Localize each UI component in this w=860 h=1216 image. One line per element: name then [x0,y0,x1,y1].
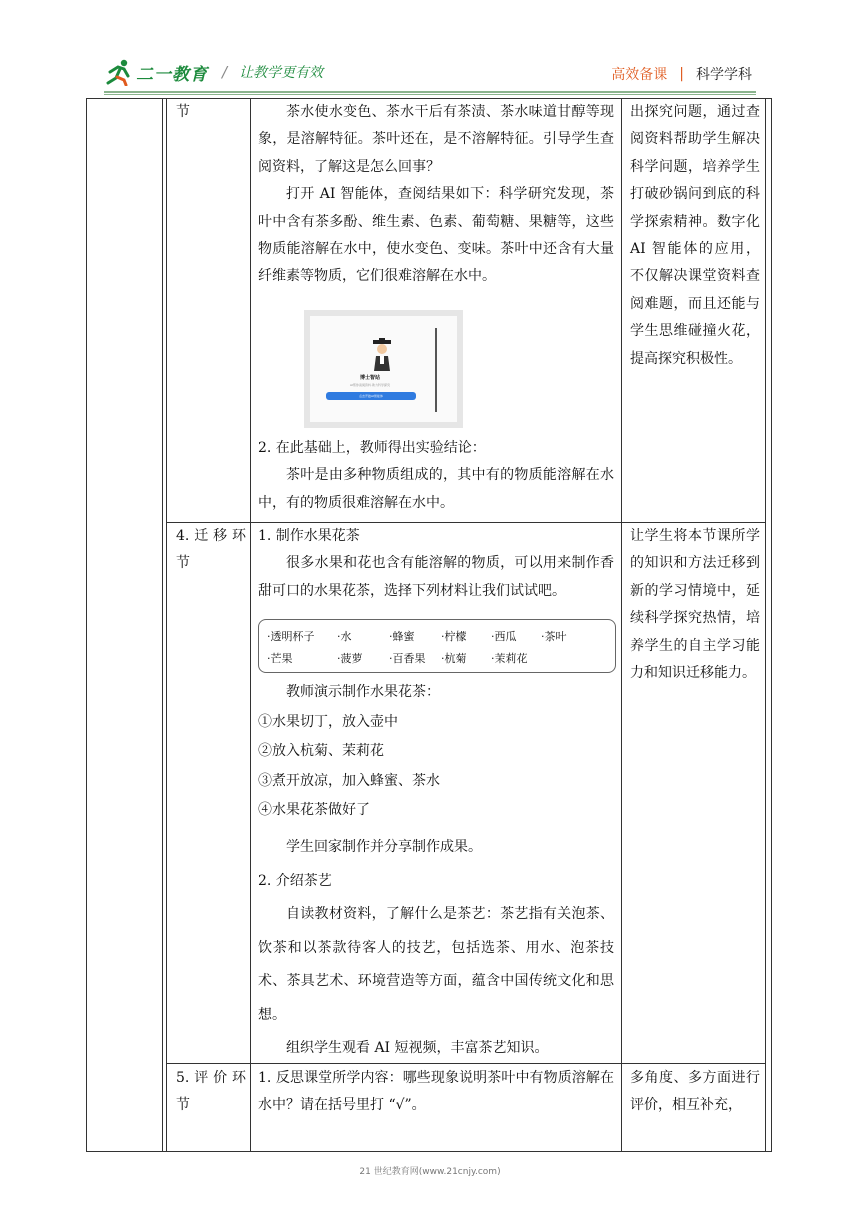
stage-cell-1 [176,99,246,126]
ai-agent-screenshot [304,310,463,428]
ai-video-text: 组织学生观看 AI 短视频，丰富茶艺知识。 [286,1040,549,1056]
materials-box [258,619,616,673]
image-scrollbar[interactable] [435,328,437,412]
stage-label: 4.迁移环 [176,528,246,544]
material-item: ·水 [337,630,352,643]
brand-name: 二一教育 [136,64,208,85]
tea-art-text: 自读教材资料，了解什么是茶艺：茶艺指有关泡茶、饮茶和以茶款待客人的技艺，包括选茶、用水、泡茶技术、茶具艺术、环境营造等方面，蕴含中国传统文化和思想。 [258,906,614,1023]
stage-label-cont: 节 [176,1097,190,1114]
design-cell-2 [630,523,760,687]
material-item: ·杭菊 [441,652,467,665]
header-divider [104,91,756,93]
design-intent-1: 出探究问题，通过查阅资料帮助学生解决科学问题，培养学生打破砂锅问到底的科学探索精神。数字化 AI 智能体的应用，不仅解决课堂资料查阅难题，而且还能与学生思维碰撞火花，提高探究积极性。 [630,104,760,367]
tea-art-block [258,831,614,1066]
demo-block [258,678,614,826]
image-subtitle: AI帮你查阅资料·助力科学探究 [350,383,390,387]
header-right [611,64,752,84]
start-ai-button[interactable]: 点击开始AI智能体 [326,392,416,400]
material-item: ·西瓜 [491,630,517,643]
table-col-line [250,98,251,1152]
step-4: ④水果花茶做好了 [258,802,370,818]
table-border-right [771,98,772,1152]
site-logo[interactable] [104,56,323,88]
stage-cell-2 [176,523,246,578]
material-item: ·茶叶 [541,630,567,643]
design-cell-1 [630,99,760,373]
design-cell-3 [630,1065,760,1120]
fruit-tea-intro: 很多水果和花也含有能溶解的物质，可以用来制作香甜可口的水果花茶，选择下列材料让我们试试吧。 [258,555,614,599]
stage-cell-3 [176,1065,246,1120]
page-footer: 21 世纪教育网(www.21cnjy.com) [359,1167,501,1177]
header-slash: / [222,63,228,81]
material-item: ·蜂蜜 [389,630,415,643]
image-title: 博士智站 [359,375,380,381]
paragraph-phenomena: 茶水使水变色、茶水干后有茶渍、茶水味道甘醇等现象，是溶解特征。茶叶还在，是不溶解特征。引导学生查阅资料，了解这是怎么回事？ [258,104,614,175]
stage-label: 5.评价环 [176,1070,246,1086]
stage-label-cont: 节 [176,555,190,572]
step-1: ①水果切丁，放入壶中 [258,713,398,730]
doctor-avatar-icon [370,338,394,372]
table-border-left [86,98,87,1152]
content-cell-2 [258,523,614,605]
content-cell-1 [258,99,614,291]
material-item: ·透明杯子 [267,630,315,643]
material-item: ·百香果 [389,652,426,665]
reflection-question: 1. 反思课堂所学内容：哪些现象说明茶叶中有物质溶解在水中？请在括号里打 “√”。 [258,1070,614,1114]
table-col-line [162,98,163,1152]
material-item: ·菠萝 [337,652,363,665]
step-3: ③煮开放凉，加入蜂蜜、茶水 [258,772,440,789]
design-intent-2: 让学生将本节课所学的知识和方法迁移到新的学习情境中，延续科学探究热情，培养学生的自主学习能力和知识迁移能力。 [630,528,760,682]
slogan: 让教学更有效 [239,65,324,81]
page-header [0,0,860,98]
conclusion-heading: 2. 在此基础上，教师得出实验结论： [258,440,486,456]
content-cell-3 [258,1065,614,1120]
table-col-line [621,98,622,1152]
header-tag-efficient: 高效备课 [611,67,668,83]
conclusion-block [258,435,614,517]
paragraph-ai-result: 打开 AI 智能体，查阅结果如下：科学研究发现，茶叶中含有茶多酚、维生素、色素、葡萄糖、果糖等，这些物质能溶解在水中，使水变色、变味。茶叶中还含有大量纤维素等物质，它们很难溶解在水中。 [258,186,614,285]
header-tag-subject: 科学学科 [696,67,752,83]
table-border-bottom [86,1151,772,1152]
table-col-line [166,98,167,1152]
conclusion-text: 茶叶是由多种物质组成的，其中有的物质能溶解在水中，有的物质很难溶解在水中。 [258,467,614,511]
demo-heading: 教师演示制作水果花茶： [286,684,440,700]
material-item: ·柠檬 [441,630,467,643]
step-2: ②放入杭菊、茉莉花 [258,743,384,759]
running-man-icon [104,58,134,86]
material-item: ·茉莉花 [491,652,528,665]
item-tea-art: 2. 介绍茶艺 [258,872,332,889]
table-col-line [765,98,766,1152]
material-item: ·芒果 [267,652,293,665]
header-separator: | [679,66,684,82]
design-intent-3: 多角度、多方面进行评价，相互补充， [630,1070,760,1114]
header-divider-thin [104,94,756,95]
item-fruit-tea: 1. 制作水果花茶 [258,528,360,544]
stage-label: 节 [176,104,190,120]
home-task: 学生回家制作并分享制作成果。 [286,839,482,855]
